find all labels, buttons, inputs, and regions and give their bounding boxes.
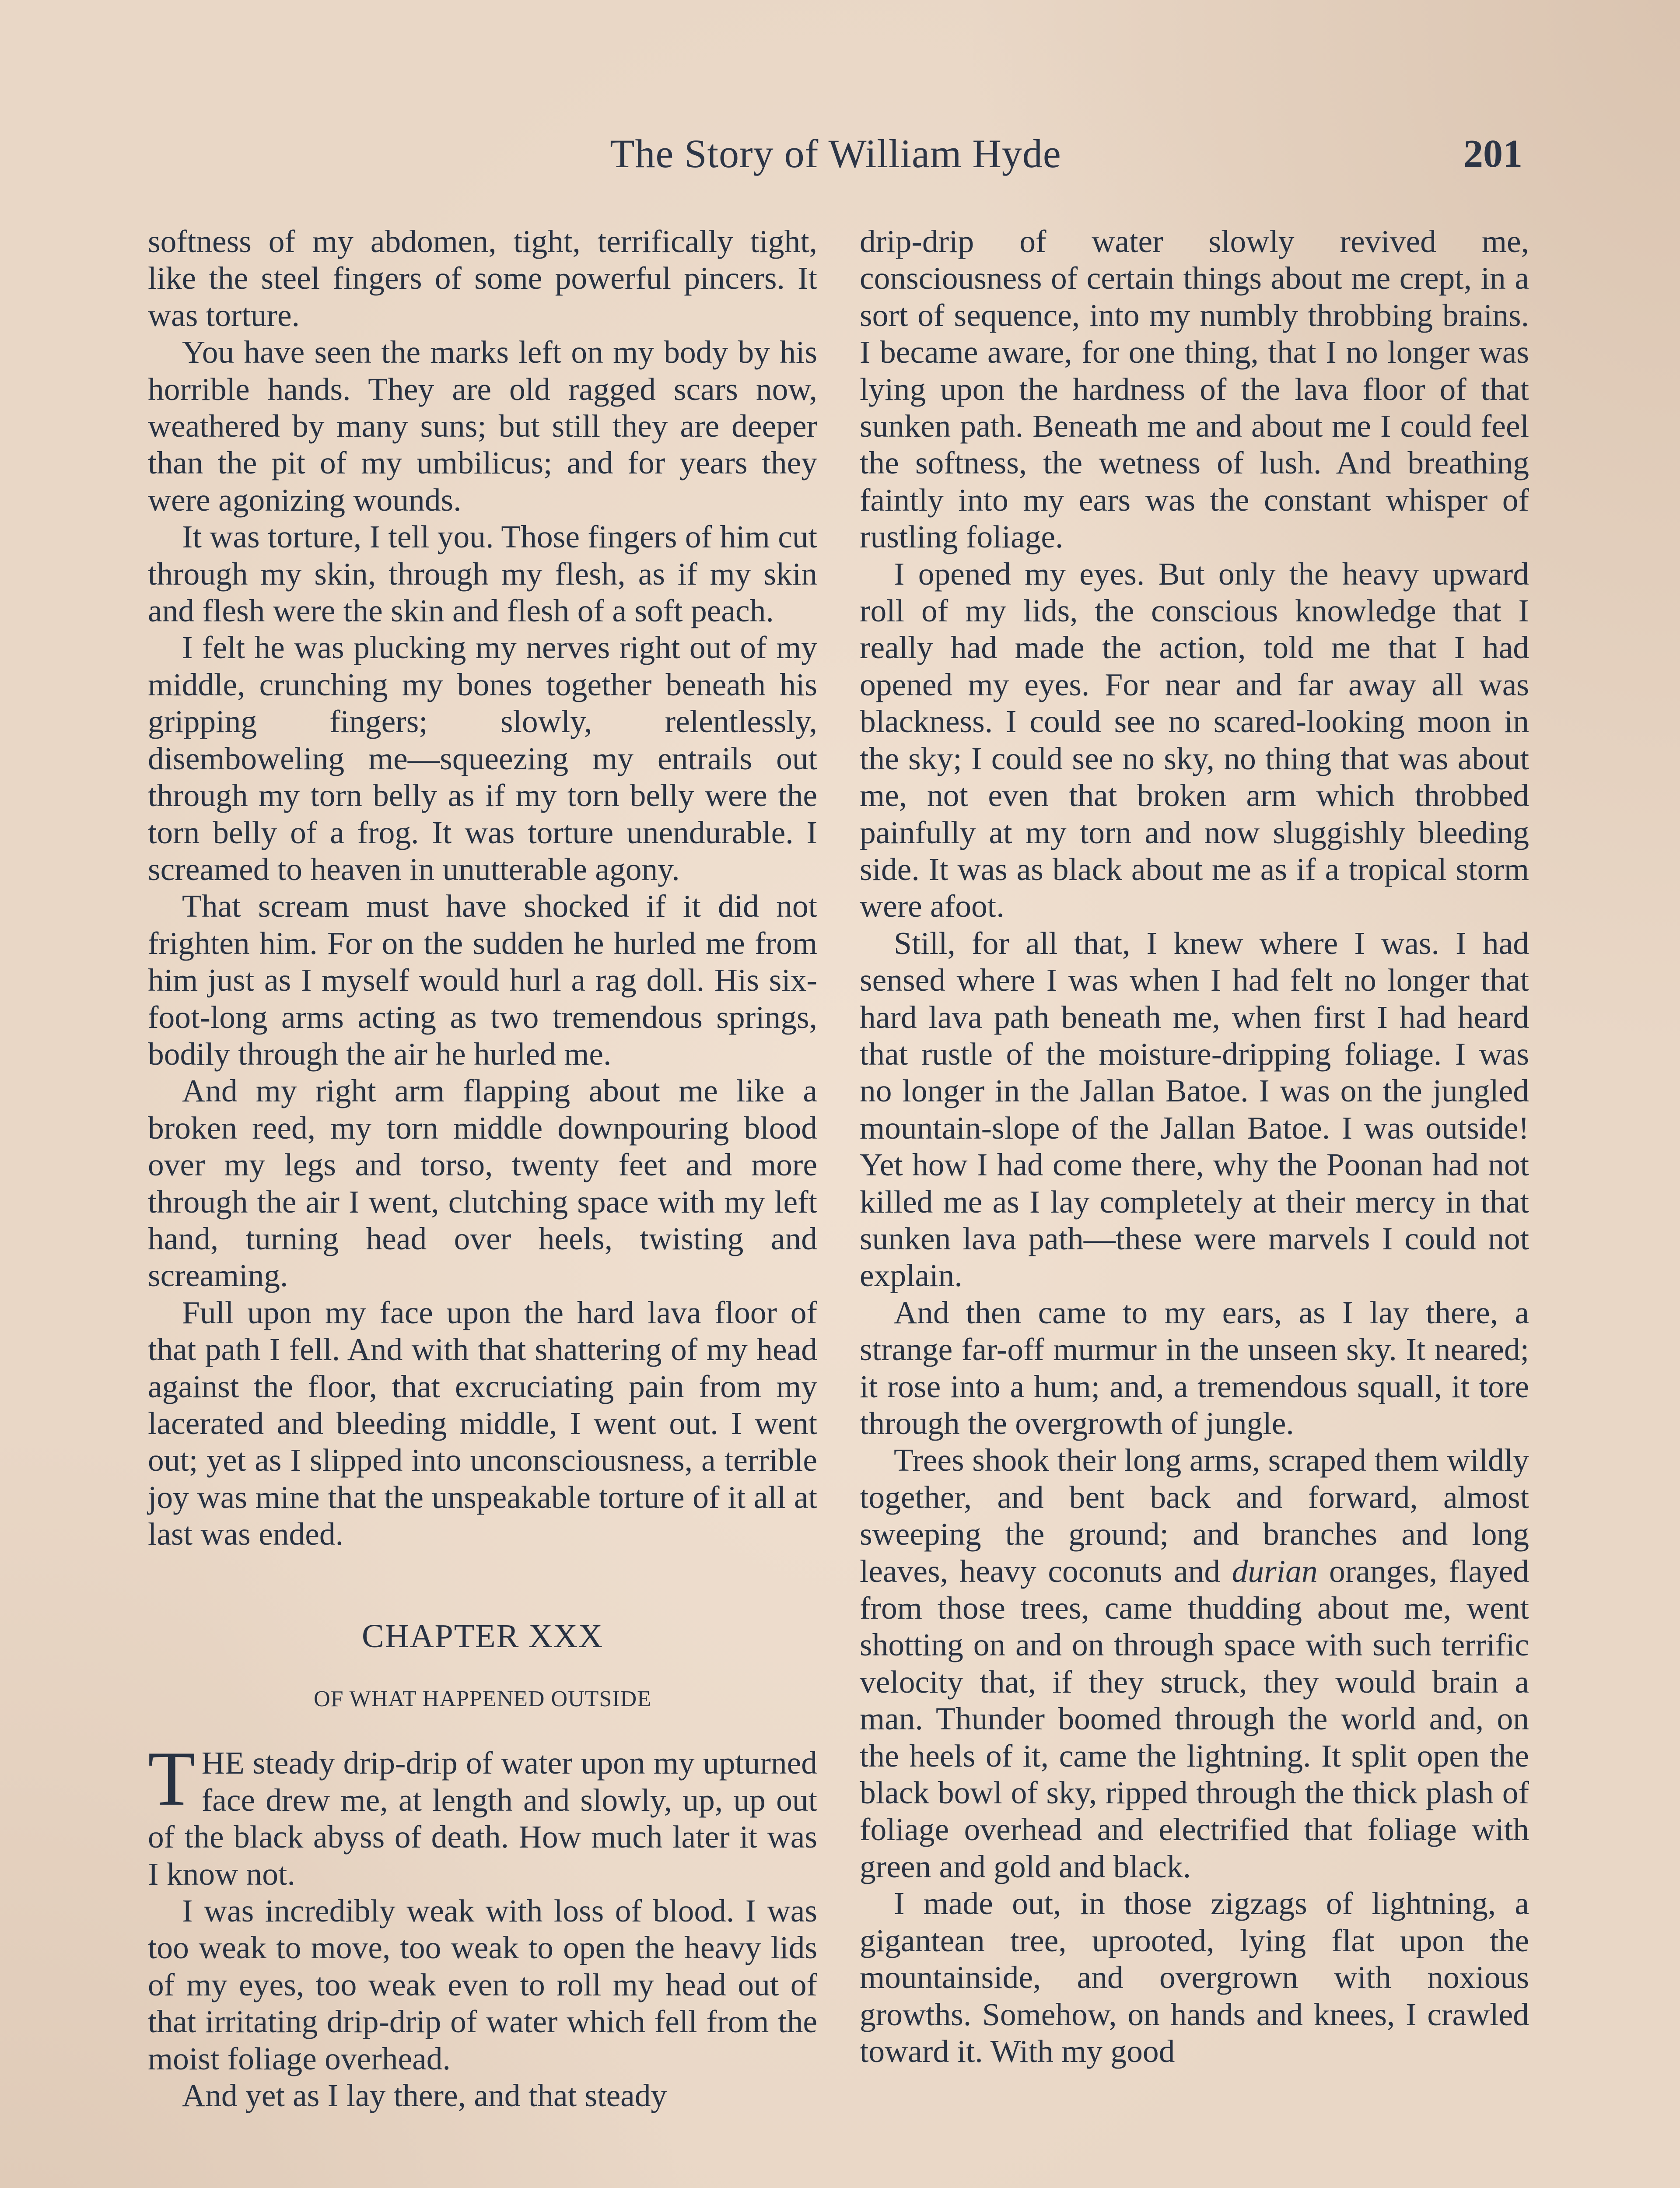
chapter-heading: CHAPTER XXX	[362, 1617, 603, 1655]
left-column	[148, 223, 817, 2188]
paragraph: Still, for all that, I knew where I was. I had sensed where I was when I had felt no longer that hard lava path beneath me, when first I had heard that rustle of the moisture-dripping foliage. I was no longer in the Jallan Batoe. I was on the jungled mountain-slope of the Jallan Batoe. I was outside! Yet how I had come there, why the Poonan had not killed me as I lay completely at their mercy in that sunken lava path—these were marvels I could not explain.	[860, 925, 1529, 1294]
paragraph: It was torture, I tell you. Those fingers of him cut through my skin, through my flesh, as if my skin and flesh were the skin and flesh of a soft peach.	[148, 519, 817, 629]
right-column	[860, 223, 1529, 2188]
page-number: 201	[1463, 132, 1522, 175]
paragraph: I made out, in those zigzags of lightning, a gigantean tree, uprooted, lying flat upon the mountainside, and overgrown with noxious growths. Somehow, on hands and knees, I crawled toward it. With my good	[860, 1886, 1529, 2069]
paragraph: You have seen the marks left on my body by his horrible hands. They are old ragged scars now, weathered by many suns; but still they are deeper than the pit of my umbilicus; and for years they were agonizing wounds.	[148, 334, 817, 518]
paragraph: And my right arm flapping about me like a broken reed, my torn middle downpouring blood over my legs and torso, twenty feet and more through the air I went, clutching space with my left hand, turning head over heels, twisting and screaming.	[148, 1073, 817, 1294]
paragraph: And yet as I lay there, and that steady	[182, 2078, 667, 2114]
chapter-opening-text: HE steady drip-drip of water upon my upturned face drew me, at length and slowly, up, up out of the black abyss of death. How much later it was I know not.	[148, 1745, 817, 1892]
paragraph: I felt he was plucking my nerves right out of my middle, crunching my bones together beneath his gripping fingers; slowly, relentlessly, disemboweling me—squeezing my entrails out through my torn belly as if my torn belly were the torn belly of a frog. It was torture unendurable. I screamed to heaven in unutterable agony.	[148, 630, 817, 887]
italic-word: durian	[1232, 1553, 1318, 1589]
paragraph-text: Trees shook their long arms, scraped them wildly together, and bent back and forward, almost sweeping the ground; and branches and long leaves, heavy coconuts and	[860, 1442, 1529, 1589]
paragraph	[860, 1442, 1529, 1885]
drop-cap: T	[148, 1735, 196, 1822]
running-title: The Story of William Hyde	[610, 131, 1061, 176]
paragraph: Full upon my face upon the hard lava floor of that path I fell. And with that shattering of my head against the floor, that excruciating pain from my lacerated and bleeding middle, I went out. I went out; yet as I slipped into unconsciousness, a terrible joy was mine that the unspeakable torture of it all at last was ended.	[148, 1294, 817, 1552]
paragraph: drip-drip of water slowly revived me, consciousness of certain things about me crept, in a sort of sequence, into my numbly throbbing brains. I became aware, for one thing, that I no longer was lying upon the hardness of the lava floor of that sunken path. Beneath me and about me I could feel the softness, the wetness of lush. And breathing faintly into my ears was the constant whisper of rustling foliage.	[860, 224, 1529, 555]
chapter-opening-paragraph	[148, 1735, 817, 1893]
paragraph: And then came to my ears, as I lay there, a strange far-off murmur in the unseen sky. It neared; it rose into a hum; and, a tremendous squall, it tore through the overgrowth of jungle.	[860, 1294, 1529, 1441]
chapter-subtitle: OF WHAT HAPPENED OUTSIDE	[314, 1687, 651, 1712]
paragraph: I was incredibly weak with loss of blood. I was too weak to move, too weak to open the heavy lids of my eyes, too weak even to roll my head out of that irritating drip-drip of water which fell from the moist foliage overhead.	[148, 1893, 817, 2076]
paragraph: That scream must have shocked if it did not frighten him. For on the sudden he hurled me from him just as I myself would hurl a rag doll. His six-foot-long arms acting as two tremendous springs, bodily through the air he hurled me.	[148, 888, 817, 1072]
paragraph: I opened my eyes. But only the heavy upward roll of my lids, the conscious knowledge that I really had made the action, told me that I had opened my eyes. For near and far away all was blackness. I could see no scared-looking moon in the sky; I could see no sky, no thing that was about me, not even that broken arm which throbbed painfully at my torn and now sluggishly bleeding side. It was as black about me as if a tropical storm were afoot.	[860, 556, 1529, 924]
paragraph: softness of my abdomen, tight, terrifically tight, like the steel fingers of some powerful pincers. It was torture.	[148, 224, 817, 333]
paragraph-text: oranges, flayed from those trees, came thudding about me, went shotting on and on through space with such terrific velocity that, if they struck, they would brain a man. Thunder boomed through the world and, on the heels of it, came the lightning. It split open the black bowl of sky, ripped through the thick plash of foliage overhead and electrified that foliage with green and gold and black.	[860, 1553, 1530, 1884]
